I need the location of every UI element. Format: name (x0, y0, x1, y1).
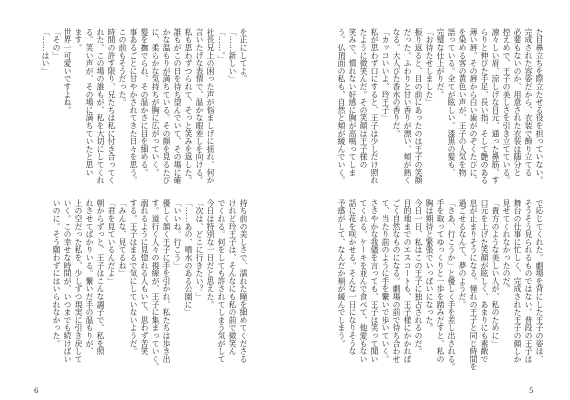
text-line: 世界一可愛いですよね。 (63, 28, 72, 114)
text-line: 時間の許す限り、兄たちは私に付き合ってく (107, 28, 116, 184)
text-line: 振り返ると、目の前にあったのは王子の笑顔 (414, 28, 423, 184)
text-line: けれど玲王子は、そんなにも私の前で微笑ん (228, 199, 237, 355)
text-line: ささやかな我儘を言っても、王子は笑って聞い (370, 199, 379, 363)
text-line: 「みんな、見てるね」 (118, 199, 127, 277)
text-line: れた。この場の誰もが、私を大切にしてくれ (96, 28, 105, 184)
text-line: 過ごせるなんて、夢のようだ。 (458, 199, 467, 309)
text-line: 目的地までのエスコートも、王子様にかかれば (403, 199, 412, 363)
right-page (285, 0, 570, 400)
text-line: 溺れるように見惚れる人もいて、思わず苦笑 (140, 199, 149, 355)
text-line: ごく自然なものになる。劇場の前で待ち合わせ (392, 199, 401, 363)
text-line: てくれる。ケーキを並んで食べて、他愛もない (359, 199, 368, 363)
text-line: を正にしてよ。 (239, 28, 248, 83)
text-line: ます。 (74, 28, 83, 52)
text-line: 「次は、どこに行きたい？」 (195, 199, 204, 301)
text-line: たように微笑んだ。その笑顔は王子様の (359, 28, 368, 169)
text-line: 事あるごとに甘やかされてきた日々を思う。 (129, 28, 138, 184)
text-line: で応じてくれた。劇場を背にした王子の姿は、 (535, 199, 544, 363)
text-line: 「……あの、噴水のある公園に」 (184, 199, 193, 316)
text-line: この前もそうだった。 (118, 28, 127, 106)
text-line: 予感がして、なんだか頬が緩んでしまう。 (337, 199, 346, 348)
text-line: 薄い唇。その唇から白い歯がのぞくたびに、 (469, 28, 478, 184)
text-line: 「君を見ているんだよ」 (107, 199, 116, 285)
text-line: 必要もないのか、用意された衣装は随分と (513, 28, 522, 177)
text-line: 控えめで、王子の美しさを引き立てている。 (502, 28, 511, 184)
text-line: 完成された容姿だから、衣装で飾り立てる (524, 28, 533, 177)
text-line: いく。この幸せな時間が、いつまでも続けばい (63, 199, 72, 363)
left-page-upper-tier (28, 28, 249, 186)
text-line: に、柔らかな気持ちが胸に広がっていく。 (151, 28, 160, 177)
text-line: 舞台の仕事に忙しく、完成された王子の顔しか (513, 199, 522, 363)
text-line: 完璧な仕上がりだ。 (436, 28, 445, 99)
text-line: 「貴方のような美しい人が、私のために」 (491, 199, 500, 348)
text-line: 言いたげな表情で、温かな眼差しを向ける。 (195, 28, 204, 184)
text-line: 朝からずっと、王子はこんな調子で、私を照 (96, 199, 105, 355)
text-line: 「……新しい」 (228, 28, 237, 83)
text-line: 誰もがこの日を待ち望んでいて、その場に確 (173, 28, 182, 184)
text-line: 「お待たせしました」 (425, 28, 434, 106)
text-line: を染める客の黄色い声が、王子の人気を物 (458, 28, 467, 177)
text-line: 社長兄上の困った声が悩ましげに揺れ、何か (206, 28, 215, 184)
text-line: 私が思わず口にすると、王子は少しだけ照れ (370, 28, 379, 184)
text-line: いのに。そう願わずにはいられなかった。 (52, 199, 61, 348)
text-line: 手を取ってゆっくりと一歩を踏みだすと、私の (436, 199, 445, 363)
text-line: 髪を撫でられ、その温かさに目を細める。 (140, 28, 149, 177)
text-line: 胸は期待と緊張でいっぱいになった。 (425, 199, 434, 332)
text-line: 「いいね。行こう」 (173, 199, 182, 270)
text-line: らりと伸びた手足、長い指、そして艶のある (480, 28, 489, 184)
text-line: 持ち前の美しさで、濡れた瞳を細めてくださる (239, 199, 248, 363)
text-line: 私も思わずつられて、そっと笑みを返した。 (184, 28, 193, 184)
text-line: 「……。」 (217, 28, 226, 64)
text-line: た目鼻立ちを際立たせる役を担っていない。 (535, 28, 544, 184)
text-line: う。仏頂面の私も、自然と頬が緩んでいく。 (337, 28, 346, 184)
left-page-lower-tier (28, 199, 249, 373)
text-line: 「さあ、行こうか」と優しく手を差し出される。 (447, 199, 456, 371)
left-page-number: 6 (34, 387, 39, 395)
text-line: 「その」 (52, 28, 61, 60)
text-line: れさせてばかりいる。繋いだ手の温もりが、 (85, 199, 94, 355)
text-line: 「……はい」 (41, 28, 50, 75)
text-line: 口元を上げた笑顔が眩しく、あまりにも素敵で (480, 199, 489, 363)
text-line: する。王子はまるで気にしていないようだ。 (129, 199, 138, 355)
text-line: 「カッコいいよ、玲王子」 (381, 28, 390, 122)
text-line: 見せてくれなかったのだ。 (502, 199, 511, 293)
text-line: でくれる。何をしても許されてしまう気がして (217, 199, 226, 363)
text-line: 笑みで、慣れない好感に胸が高鳴ってしま (348, 28, 357, 177)
text-line: 上の空だった私を、少しずつ現実に引き戻して (74, 199, 83, 363)
text-line: 今日一日、私はこの王子に独占されるのだ。 (414, 199, 423, 355)
text-line: 今日は特別な一日だと思えた。 (206, 199, 215, 309)
text-line: 優しく頷く王子に手を引かれ、私たちは歩き出 (162, 199, 171, 363)
text-line: そうそう見られるものではない。普段の王子は (524, 199, 533, 363)
text-line: る。笑い声が、その場に満ちていたと思い (85, 28, 94, 177)
text-line: かな温もりが満ちている。その顔を見るたび (162, 28, 171, 184)
text-line: す。道行く人々の視線が、王子に集まっていく。 (151, 199, 160, 371)
text-line: て、当たり前のように手を繋いで歩いていく。 (381, 199, 390, 363)
text-line: 話に花を咲かせる。そんな一日になりそうな (348, 199, 357, 355)
text-line: 語っている。全てが眩しい。漆黒の髪も、 (447, 28, 456, 177)
text-line: なる。大人びた香水の香りだ。 (392, 28, 401, 138)
right-page-number: 5 (529, 387, 534, 395)
text-line: だった。ふわりと甘い香りが漂い、頬が熱く (403, 28, 412, 184)
text-line: 息が止まりそうになる。憧れの王子と同じ時間を (469, 199, 478, 371)
right-page-upper-tier (324, 28, 545, 186)
right-page-lower-tier (324, 199, 545, 373)
text-line: 凛々しい眉、涼しげな目元、通った鼻筋、す (491, 28, 500, 184)
